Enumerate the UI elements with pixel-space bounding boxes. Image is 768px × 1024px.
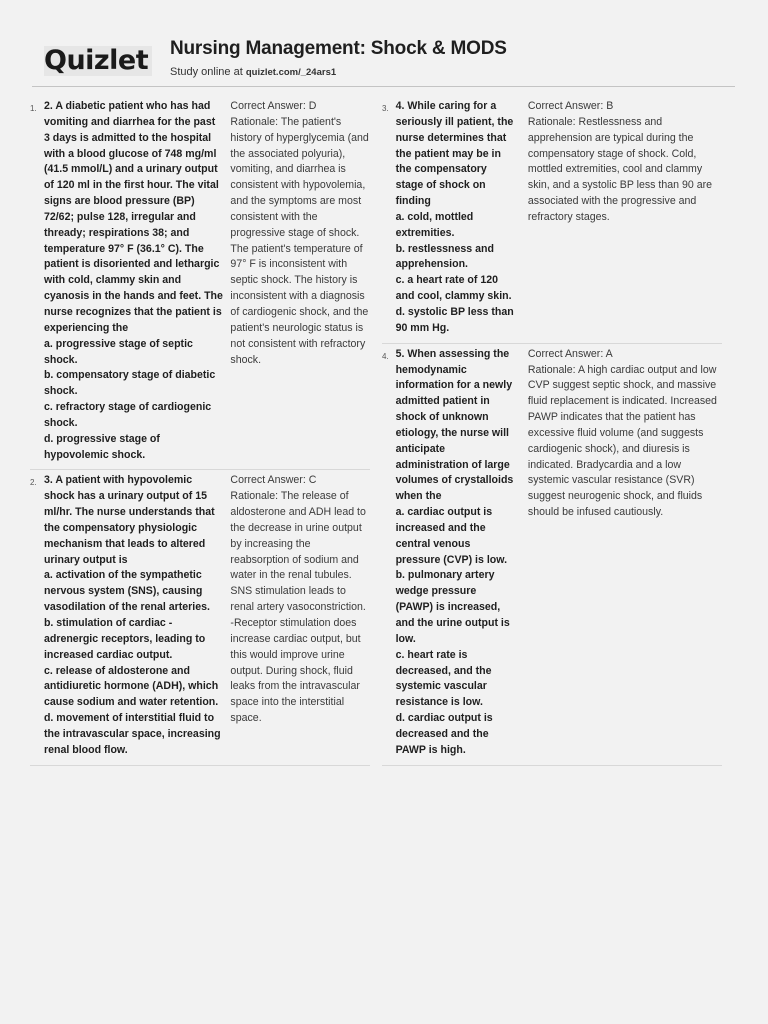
page-header <box>0 0 768 90</box>
quizlet-logo[interactable]: Quizlet <box>44 45 149 76</box>
card-answer: Correct Answer: D Rationale: The patient's history of hyperglycemia (and the associated polyuria), vomiting, and diarrhea is consistent with hypovolemia, and the symptoms are most consistent with the progressive stage of shock. The patient's temperature of 97° F is inconsistent with septic shock. The history is inconsistent with a diagnosis of cardiogenic shock, and the patient's neurologic status is not consistent with refractory shock. <box>230 100 369 366</box>
card-question: 5. When assessing the hemodynamic information for a newly admitted patient in shock of unknown etiology, the nurse will anticipate administration of large volumes of crystalloids when the a. cardiac output is increased and the central venous pressure (CVP) is low. b. pulmonary artery wedge pressure (PAWP) is increased, and the urine output is low. c. heart rate is decreased, and the systemic vascular resistance is low. d. cardiac output is decreased and the PAWP is high. <box>395 347 514 756</box>
flashcard-2 <box>30 470 370 765</box>
study-prefix: Study online at <box>170 66 246 78</box>
card-number: 2. <box>30 478 37 488</box>
card-answer: Correct Answer: C Rationale: The release of aldosterone and ADH lead to the decrease in urine output by increasing the reabsorption of sodium and water in the renal tubules. SNS stimulation leads to renal artery vasoconstriction. -Receptor stimulation does increase cardiac output, but this would improve urine output. During shock, fluid leaks from the intravascular space into the interstitial space. <box>230 474 366 725</box>
document-title: Nursing Management: Shock & MODS <box>170 38 507 59</box>
card-number: 3. <box>382 104 389 113</box>
header-divider <box>32 86 735 87</box>
card-answer: Correct Answer: A Rationale: A high cardiac output and low CVP suggest septic shock, and massive fluid replacement is indicated. Increased PAWP indicates that the patient has excessive fluid volume (and suggests cardiogenic shock), and diuresis is indicated. Bradycardia and a low systemic vascular resistance (SVR) suggest neurogenic shock, and fluids should be infused cautiously. <box>527 347 717 519</box>
card-question: 3. A patient with hypovolemic shock has a urinary output of 15 ml/hr. The nurse understands that the compensatory physiologic mechanism that leads to altered urinary output is a. activation of the sympathetic nervous system (SNS), causing vasodilation of the renal arteries. b. stimulation of cardiac -adrenergic receptors, leading to increased cardiac output. c. release of aldosterone and antidiuretic hormone (ADH), which cause sodium and water retention. d. movement of interstitial fluid to the intravascular space, increasing renal blood flow. <box>43 474 221 756</box>
right-column <box>382 96 722 766</box>
flashcard-3 <box>382 96 722 344</box>
study-online-line <box>170 66 336 78</box>
flashcard-4 <box>382 344 722 766</box>
card-number: 4. <box>382 351 389 361</box>
card-number: 1. <box>30 104 37 113</box>
flashcard-1 <box>30 96 370 470</box>
left-column <box>30 96 370 766</box>
card-question: 4. While caring for a seriously ill patient, the nurse determines that the patient may be in the compensatory stage of shock on finding a. cold, mottled extremities. b. restlessness and apprehension. c. a heart rate of 120 and cool, clammy skin. d. systolic BP less than 90 mm Hg. <box>395 100 514 334</box>
card-question: 2. A diabetic patient who has had vomiting and diarrhea for the past 3 days is admitted to the hospital with a blood glucose of 748 mg/ml (41.5 mmol/L) and a urinary output of 120 ml in the first hour. The vital signs are blood pressure (BP) 72/62; pulse 128, irregular and thready; respirations 38; and temperature 97° F (36.1° C). The patient is disoriented and lethargic with cold, clammy skin and cyanosis in the hands and feet. The nurse recognizes that the patient is experiencing the a. progressive stage of septic shock. b. compensatory stage of diabetic shock. c. refractory stage of cardiogenic shock. d. progressive stage of hypovolemic shock. <box>43 100 223 461</box>
card-answer: Correct Answer: B Rationale: Restlessness and apprehension are typical during the compensatory stage of shock. Cold, mottled extremities, cool and clammy skin, and a systolic BP less than 90 are associated with the progressive and refractory stages. <box>527 100 713 223</box>
study-url-link[interactable]: quizlet.com/_24ars1 <box>245 67 337 78</box>
